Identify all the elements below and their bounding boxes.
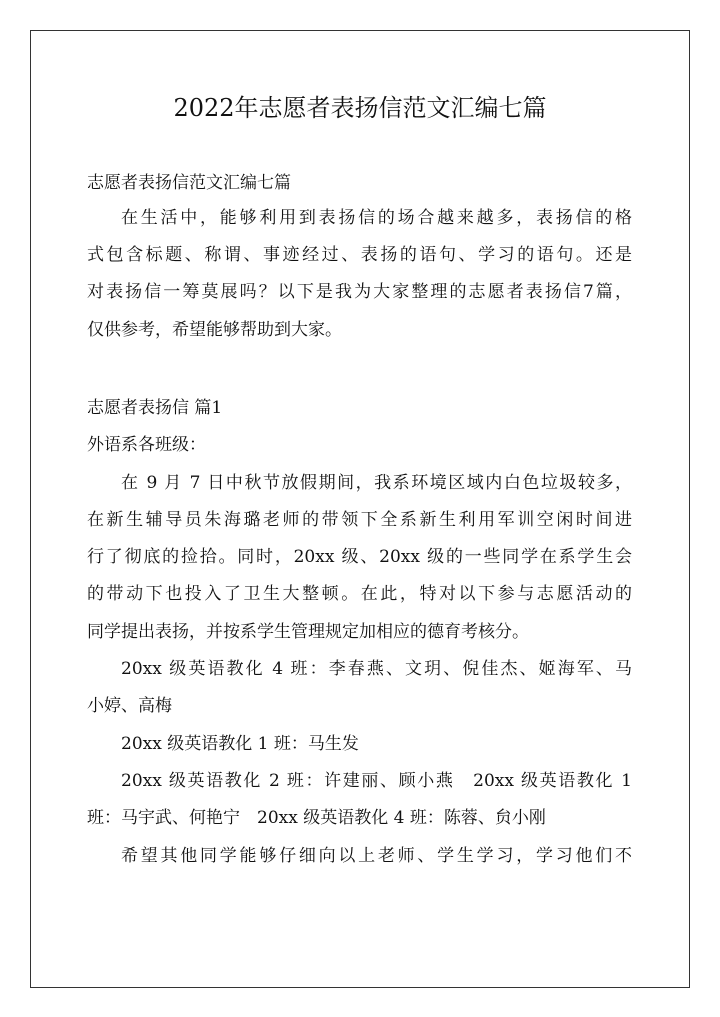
section-heading: 志愿者表扬信 篇1 (87, 398, 223, 418)
body-line: 的带动下也投入了卫生大整顿。在此，特对以下参与志愿活动的 (87, 584, 632, 604)
intro-line: 在生活中，能够利用到表扬信的场合越来越多，表扬信的格 (121, 208, 632, 228)
intro-line: 仅供参考，希望能够帮助到大家。 (87, 320, 342, 340)
intro-line: 对表扬信一筹莫展吗？以下是我为大家整理的志愿者表扬信7篇， (87, 282, 632, 302)
subtitle: 志愿者表扬信范文汇编七篇 (87, 173, 291, 193)
body-line: 在新生辅导员朱海璐老师的带领下全系新生利用军训空闲时间进 (87, 510, 632, 530)
intro-line: 式包含标题、称谓、事迹经过、表扬的语句、学习的语句。还是 (87, 245, 632, 265)
body-line: 小婷、高梅 (87, 696, 172, 716)
body-line: 希望其他同学能够仔细向以上老师、学生学习，学习他们不 (121, 846, 632, 866)
document-title: 2022年志愿者表扬信范文汇编七篇 (173, 94, 547, 122)
salutation: 外语系各班级： (87, 435, 206, 455)
body-line: 20xx 级英语教化 1 班：马生发 (121, 734, 359, 754)
body-line: 同学提出表扬，并按系学生管理规定加相应的德育考核分。 (87, 622, 529, 642)
body-line: 在 9 月 7 日中秋节放假期间，我系环境区域内白色垃圾较多， (121, 473, 632, 493)
body-line: 行了彻底的捡拾。同时，20xx 级、20xx 级的一些同学在系学生会 (87, 547, 632, 567)
body-line: 20xx 级英语教化 2 班：许建丽、顾小燕 20xx 级英语教化 1 (121, 771, 632, 791)
body-line: 20xx 级英语教化 4 班：李春燕、文玥、倪佳杰、姬海军、马 (121, 659, 632, 679)
body-line: 班：马宇武、何艳宁 20xx 级英语教化 4 班：陈蓉、贠小刚 (87, 808, 546, 828)
